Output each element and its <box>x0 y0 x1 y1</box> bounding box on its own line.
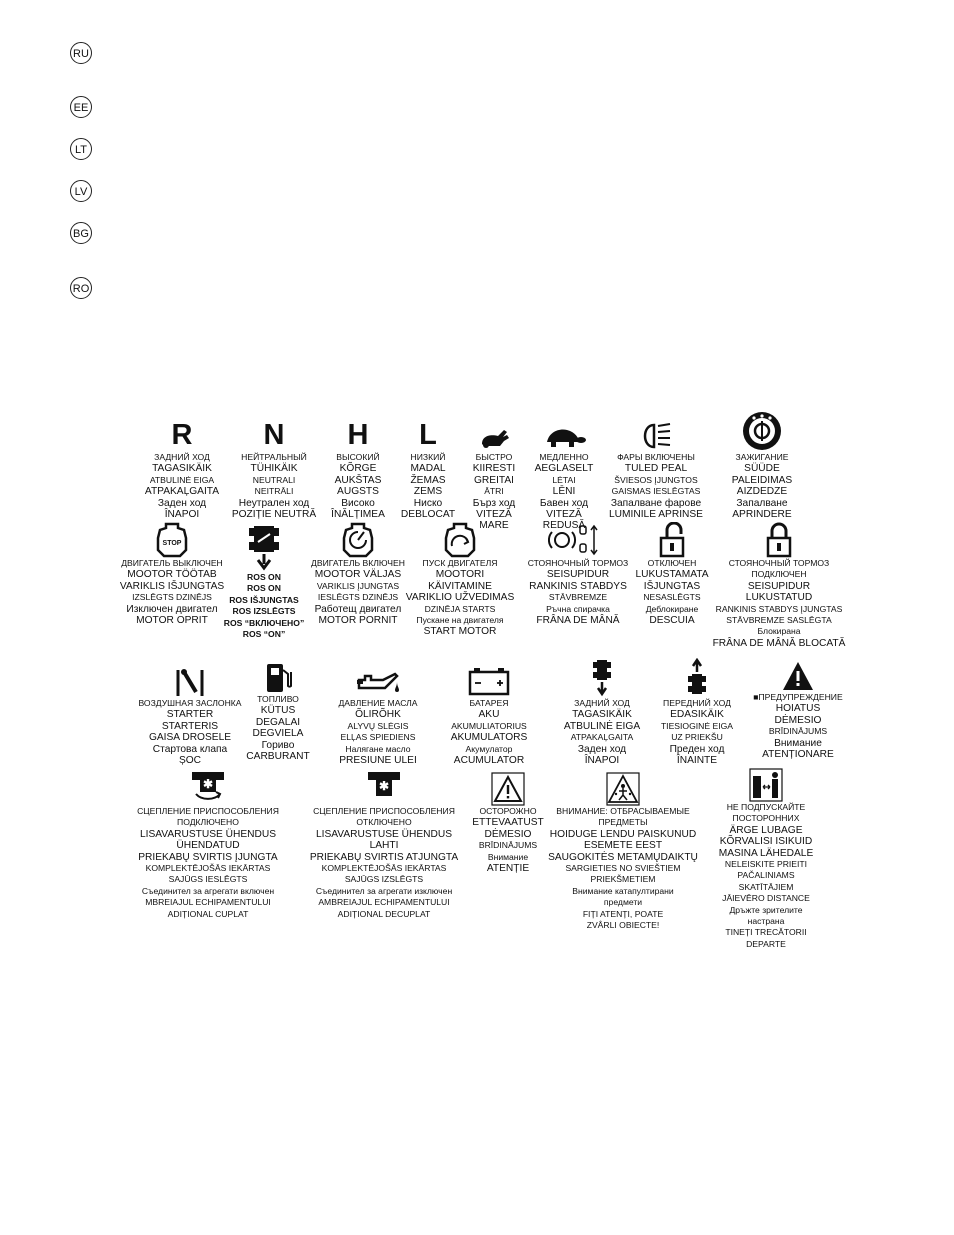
caption-line: ПУСК ДВИГАТЕЛЯ <box>422 558 498 568</box>
brake-locked-caption <box>704 558 854 649</box>
caption-line: ÕLIRÕHK <box>355 709 401 721</box>
caption-line: ROS “ВКЛЮЧЕНО” <box>223 617 305 628</box>
caption-line: NEITRĀLI <box>254 486 294 497</box>
caption-line: ВНИМАНИЕ: ОТБРАСЫВАЕМЫЕ <box>556 806 690 816</box>
caption-line: ROS “ON” <box>242 629 286 640</box>
caption-line: СЦЕПЛЕНИЕ ПРИСПОСОБЛЕНИЯ <box>313 806 455 816</box>
caption-line: KÄIVITAMINE <box>428 580 492 592</box>
caption-line: МЕДЛЕННО <box>539 452 589 462</box>
caption-line: NELEISKITE PRIEITI <box>724 859 808 870</box>
caption-line: APRINDERE <box>732 509 792 521</box>
caption-line: IŠJUNGTAS <box>643 580 701 592</box>
symbol-battery <box>434 666 544 766</box>
caption-line: ПРЕДМЕТЫ <box>598 817 648 828</box>
caption-line: TAGASIKÄIK <box>572 709 632 721</box>
caption-line: ПОДКЛЮЧЕН <box>751 569 807 580</box>
caption-line: DEGALAI <box>255 716 301 728</box>
caption-line: DESCUIA <box>649 615 695 627</box>
forward-direction-icon <box>687 658 707 698</box>
caption-line: DEPARTE <box>746 938 786 949</box>
caption-line: Акумулатор <box>465 743 513 754</box>
caption-line: ÎNAPOI <box>164 509 200 521</box>
caption-line: FRÂNA DE MÂNĂ <box>536 615 620 627</box>
caption-line: ÎNAPOI <box>584 755 620 767</box>
caption-line: ВОЗДУШНАЯ ЗАСЛОНКА <box>138 698 242 708</box>
caption-line: Заден ход <box>157 497 207 509</box>
high-letter: H <box>347 419 369 451</box>
fuel-pump-icon <box>263 660 293 694</box>
caption-line: Внимание <box>487 851 529 862</box>
caption-line: RANKINIS STABDYS ĮJUNGTAS <box>715 603 843 614</box>
caption-line: JĀIEVĒRO DISTANCE <box>722 893 810 904</box>
caption-line: Бавен ход <box>539 497 589 509</box>
caption-line: AEGLASELT <box>534 463 594 475</box>
pto-engaged-icon <box>188 768 228 806</box>
low-letter: L <box>419 419 437 451</box>
caption-line: Ръчна спирачка <box>546 603 610 614</box>
caption-line: FIȚI ATENȚI, POATE <box>582 908 664 919</box>
engine-running-icon <box>338 522 378 558</box>
oil-pressure-caption <box>318 698 438 766</box>
caption-line: ЗАЖИГАНИЕ <box>735 452 789 462</box>
caption-line: НЕЙТРАЛЬНЫЙ <box>241 452 307 462</box>
caption-line: СТОЯНОЧНЫЙ ТОРМОЗ <box>728 558 830 568</box>
caption-line: Преден ход <box>669 743 725 755</box>
unlocked-padlock-icon <box>657 522 687 558</box>
caption-line: Бърз ход <box>472 497 516 509</box>
caption-line: TULED PEAL <box>624 463 688 475</box>
caption-line: UZ PRIEKŠU <box>671 732 723 743</box>
caption-line: FRÂNA DE MÂNĂ BLOCATĂ <box>712 637 846 649</box>
caption-line: BRĪDINĀJUMS <box>478 840 538 851</box>
symbol-ignition <box>710 410 814 520</box>
symbol-bystanders <box>708 768 824 950</box>
caption-line: KÕRVALISI ISIKUID <box>719 836 813 848</box>
caption-line: VARIKLIO UŽVEDIMAS <box>405 592 515 604</box>
svg-text:✱: ✱ <box>202 777 214 791</box>
caption-line: НЕ ПОДПУСКАЙТЕ <box>726 802 806 812</box>
caption-line: SEISUPIDUR <box>747 580 811 592</box>
caption-line: KÜTUS <box>260 705 296 717</box>
caption-line: ELĻAS SPIEDIENS <box>340 732 416 743</box>
caption-line: ПОДКЛЮЧЕНО <box>177 817 239 828</box>
caption-line: ОТКЛЮЧЕН <box>647 558 697 568</box>
caption-line: KOMPLEKTĒJOŠĀS IEKĀRTAS <box>321 863 447 874</box>
symbol-fuel <box>228 660 328 762</box>
language-marker-ru: RU <box>70 42 92 64</box>
caption-line: AUKŠTAS <box>334 474 382 486</box>
locked-padlock-icon <box>764 522 794 558</box>
caption-line: Ниско <box>413 497 443 509</box>
caption-line: ATPAKAĻGAITA <box>144 486 220 498</box>
caption-line: ТОПЛИВО <box>257 694 299 704</box>
caption-line: SARGIETIES NO SVIEŠTIEM <box>565 863 681 874</box>
caption-line: Блокирана <box>757 626 801 637</box>
caption-line: ДВИГАТЕЛЬ ВЫКЛЮЧЕН <box>121 558 223 568</box>
caption-line: BRĪDINĀJUMS <box>768 726 828 737</box>
engine-stop-icon <box>152 522 192 558</box>
caption-line: ETTEVAATUST <box>472 817 544 829</box>
caption-line: Внимание <box>774 737 822 749</box>
caption-line: СЦЕПЛЕНИЕ ПРИСПОСОБЛЕНИЯ <box>137 806 279 816</box>
caption-line: AKUMULIATORIUS <box>451 720 527 731</box>
caption-line: PRIEKŠMETIEM <box>590 874 656 885</box>
symbol-pto-on <box>120 768 296 920</box>
headlight-icon <box>636 420 676 452</box>
caption-line: DĖMESIO <box>774 714 822 726</box>
caption-line: VITEZĂ <box>476 509 512 521</box>
caption-line: ДАВЛЕНИЕ МАСЛА <box>338 698 418 708</box>
pto-disengaged-icon <box>364 768 404 806</box>
caption-line: ACUMULATOR <box>453 755 525 767</box>
caption-line: CARBURANT <box>246 751 310 763</box>
caption-line: ĀTRI <box>484 486 504 497</box>
language-marker-ro: RO <box>70 277 92 299</box>
caption-line: DZINĒJA STARTS <box>424 603 496 614</box>
caption-line: START MOTOR <box>423 626 497 638</box>
caption-line: СТОЯНОЧНЫЙ ТОРМОЗ <box>527 558 629 568</box>
warning-caption <box>736 692 860 760</box>
caption-line: POZIȚIE NEUTRĂ <box>231 509 317 521</box>
caption-line: ОСТОРОЖНО <box>479 806 537 816</box>
choke-icon <box>172 666 208 698</box>
pto-off-caption <box>296 806 472 920</box>
caption-line: MOTOR PORNIT <box>318 615 398 627</box>
caption-line: GREITAI <box>474 474 514 486</box>
caption-line: ПОСТОРОННИХ <box>732 813 800 824</box>
caption-line: ÎNAINTE <box>676 755 718 767</box>
caption-line: Гориво <box>261 739 295 751</box>
caption-line: VARIKLIS IŠJUNGTAS <box>119 580 225 592</box>
parking-brake-icon <box>548 522 608 558</box>
caption-line: ROS ON <box>247 583 281 594</box>
caption-line: Стартова клапа <box>152 743 228 755</box>
caption-line: TAGASIKÄIK <box>152 463 212 475</box>
caption-line: GAISMAS IESLĒGTAS <box>611 486 701 497</box>
caption-line: STĀVBREMZE SASLĒGTA <box>726 615 832 626</box>
caption-line: Заден ход <box>577 743 627 755</box>
turtle-icon <box>541 420 587 452</box>
caption-line: NESASLĒGTS <box>643 592 701 603</box>
caption-line: ВЫСОКИЙ <box>336 452 380 462</box>
caption-line: DĖMESIO <box>484 828 532 840</box>
caption-line: TINEȚI TRECĂTORII <box>725 927 807 938</box>
caption-line: SAJŪGS IZSLĒGTS <box>344 874 424 885</box>
caption-line: GAISA DROSELE <box>148 732 232 744</box>
caption-line: PRIEKABŲ SVIRTIS ATJUNGTA <box>309 851 459 863</box>
caption-line: PAČALINIAMS <box>737 870 795 881</box>
caption-line: Запалване <box>736 497 788 509</box>
caption-line: Внимание катапултирани <box>572 885 674 896</box>
caption-line: LISAVARUSTUSE ÜHENDUS <box>315 828 453 840</box>
caption-line: MOOTORI <box>435 569 485 581</box>
reverse-2-caption <box>552 698 652 766</box>
oil-can-icon <box>353 666 403 698</box>
caption-line: TÜHIKÄIK <box>250 463 298 475</box>
caption-line: ATENȚIE <box>486 863 530 875</box>
caption-line: ÎNĂLȚIMEA <box>331 509 385 521</box>
reverse-letter: R <box>171 419 193 451</box>
caption-line: KOMPLEKTĒJOŠĀS IEKĀRTAS <box>145 863 271 874</box>
caption-line: Запалване фарове <box>610 497 702 509</box>
caption-line: ОТКЛЮЧЕНО <box>356 817 412 828</box>
thrown-objects-icon <box>606 772 640 806</box>
caption-line: ADIȚIONAL CUPLAT <box>167 908 249 919</box>
caption-line: SEISUPIDUR <box>546 569 610 581</box>
caption-line: БЫСТРО <box>475 452 513 462</box>
caption-line: Изключен двигател <box>126 603 218 615</box>
caption-line: PRESIUNE ULEI <box>339 755 417 767</box>
caption-line: MBREIAJUL ECHIPAMENTULUI <box>145 897 271 908</box>
caption-line: VITEZĂ <box>546 509 582 521</box>
caption-line: LUKUSTATUD <box>745 592 813 604</box>
caption-line: KIIRESTI <box>472 463 516 475</box>
caption-line: MARE <box>479 520 509 532</box>
symbol-brake-locked <box>704 522 854 649</box>
caption-line: HOIDUGE LENDU PAISKUNUD <box>549 828 697 840</box>
caption-line: PRIEKABŲ SVIRTIS ĮJUNGTA <box>138 851 278 863</box>
caption-line: ■ПРЕДУПРЕЖДЕНИЕ <box>753 692 843 702</box>
caption-line: MADAL <box>410 463 446 475</box>
caption-line: TIESIOGINĖ EIGA <box>660 720 734 731</box>
caption-line: LĖTAI <box>552 474 576 485</box>
caption-line: Деблокиране <box>645 603 699 614</box>
ignition-icon <box>740 410 784 452</box>
caption-line: KÕRGE <box>339 463 377 475</box>
caption-line: Налягане масло <box>345 743 411 754</box>
caption-line: IESLĒGTS DZINĒJS <box>317 592 399 603</box>
caption-line: STARTERIS <box>161 720 219 732</box>
lights-caption <box>594 452 718 520</box>
bystanders-caption <box>708 802 824 950</box>
caption-line: ROS IZSLĒGTS <box>232 606 296 617</box>
caption-line: SAUGOKITĖS METAMŲDAIKTŲ <box>548 851 698 863</box>
caption-line: ROS IŠJUNGTAS <box>229 594 299 605</box>
caption-line: LUKUSTAMATA <box>635 569 709 581</box>
ignition-caption <box>710 452 814 520</box>
caption-line: ATBULINĖ EIGA <box>563 720 641 732</box>
caption-line: ALYVŲ SLĖGIS <box>347 720 409 731</box>
caption-line: ПЕРЕДНИЙ ХОД <box>663 698 731 708</box>
engine-start-caption <box>400 558 520 638</box>
symbol-thrown-objects <box>540 772 706 931</box>
caption-line: NEUTRALI <box>252 474 296 485</box>
symbol-reverse <box>130 420 234 520</box>
battery-caption <box>434 698 544 766</box>
svg-text:STOP: STOP <box>162 540 182 547</box>
warning-triangle-icon <box>781 660 815 692</box>
caption-line: ŠVIESOS ĮJUNGTOS <box>614 474 698 485</box>
caption-line: VARIKLIS ĮJUNGTAS <box>316 580 400 591</box>
caption-line: LUMINILE APRINSE <box>609 509 703 521</box>
neutral-letter: N <box>263 419 285 451</box>
caption-line: SAJŪGS IESLĒGTS <box>168 874 248 885</box>
caption-line: ÄRGE LUBAGE <box>729 824 803 836</box>
language-marker-ee: EE <box>70 96 92 118</box>
caption-line: AKU <box>478 709 500 721</box>
caption-line: НИЗКИЙ <box>410 452 446 462</box>
battery-icon <box>466 666 512 698</box>
reverse-caption <box>130 452 234 520</box>
fuel-caption <box>228 694 328 762</box>
caption-line: AKUMULATORS <box>450 732 528 744</box>
caption-line: Съединител за агрегати изключен <box>315 885 453 896</box>
caption-line: HOIATUS <box>775 703 821 715</box>
caption-line: AMBREIAJUL ECHIPAMENTULUI <box>318 897 450 908</box>
caption-line: LAHTI <box>369 840 399 852</box>
caption-line: Съединител за агрегати включен <box>141 885 275 896</box>
engine-start-icon <box>440 522 480 558</box>
caption-line: ȘOC <box>178 755 202 767</box>
caption-line: LISAVARUSTUSE ÜHENDUS <box>139 828 277 840</box>
caption-line: ЗАДНИЙ ХОД <box>574 698 630 708</box>
caption-line: ДВИГАТЕЛЬ ВКЛЮЧЕН <box>311 558 405 568</box>
caption-line: ZVÂRLI OBIECTE! <box>586 920 660 931</box>
caption-line: DEBLOCAT <box>400 509 456 521</box>
symbol-lights <box>594 420 718 520</box>
thrown-objects-caption <box>540 806 706 931</box>
caption-line: SKATĪTĀJIEM <box>738 881 794 892</box>
keep-bystanders-away-icon <box>749 768 783 802</box>
caption-line: AUGSTS <box>337 486 379 498</box>
caption-line: ФАРЫ ВКЛЮЧЕНЫ <box>617 452 695 462</box>
caption-line: ADIȚIONAL DECUPLAT <box>337 908 431 919</box>
caption-line: ATPAKAĻGAITA <box>570 732 634 743</box>
caption-line: ЗАДНИЙ ХОД <box>154 452 210 462</box>
caption-line: ATENȚIONARE <box>762 749 834 761</box>
caption-line: ATBULINĖ EIGA <box>149 474 215 485</box>
caption-line: ZEMS <box>413 486 443 498</box>
caption-line: EDASIKÄIK <box>670 709 724 721</box>
caption-line: MASINA LÄHEDALE <box>718 847 814 859</box>
language-marker-bg: BG <box>70 222 92 244</box>
caption-line: STĀVBREMZE <box>548 592 608 603</box>
language-marker-lv: LV <box>70 180 92 202</box>
svg-text:✱: ✱ <box>378 779 390 793</box>
caption-line: MOOTOR TÖÖTAB <box>127 569 217 581</box>
caption-line: IZSLĒGTS DZINĒJS <box>132 592 212 603</box>
caption-line: Работещ двигател <box>314 603 402 615</box>
caption-line: MOTOR OPRIT <box>136 615 208 627</box>
symbol-engine-start <box>400 522 520 638</box>
rabbit-icon <box>474 420 514 452</box>
pto-on-caption <box>120 806 296 920</box>
caption-line: настрана <box>747 916 785 927</box>
caption-line: Високо <box>341 497 375 509</box>
caption-line: MOOTOR VÄLJAS <box>314 569 402 581</box>
caution-triangle-icon <box>491 772 525 806</box>
language-marker-lt: LT <box>70 138 92 160</box>
caption-line: Дръжте зрителите <box>729 904 803 915</box>
caption-line: ŽEMAS <box>410 474 446 486</box>
symbol-oil-pressure <box>318 666 438 766</box>
caption-line: PALEIDIMAS <box>731 474 793 486</box>
symbol-reverse-2 <box>552 658 652 766</box>
caption-line: SÜÜDE <box>744 463 780 475</box>
ros-tractor-icon <box>249 522 279 572</box>
caption-line: Пускане на двигателя <box>416 615 504 626</box>
caption-line: БАТАРЕЯ <box>469 698 509 708</box>
caption-line: ÜHENDATUD <box>176 840 240 852</box>
caption-line: LĒNI <box>552 486 576 498</box>
symbol-pto-off <box>296 768 472 920</box>
caption-line: DEGVIELA <box>252 728 304 740</box>
caption-line: AIZDEDZE <box>736 486 788 498</box>
caption-line: ESEMETE EEST <box>583 840 663 852</box>
reverse-direction-icon <box>592 658 612 698</box>
symbol-warning <box>736 660 860 760</box>
caption-line: ROS ON <box>247 572 281 582</box>
caption-line: Неутрален ход <box>238 497 310 509</box>
caption-line: предмети <box>603 897 643 908</box>
caption-line: RANKINIS STABDYS <box>529 580 627 592</box>
caption-line: STARTER <box>166 709 214 721</box>
caption-line: REDUSĂ <box>542 520 586 532</box>
